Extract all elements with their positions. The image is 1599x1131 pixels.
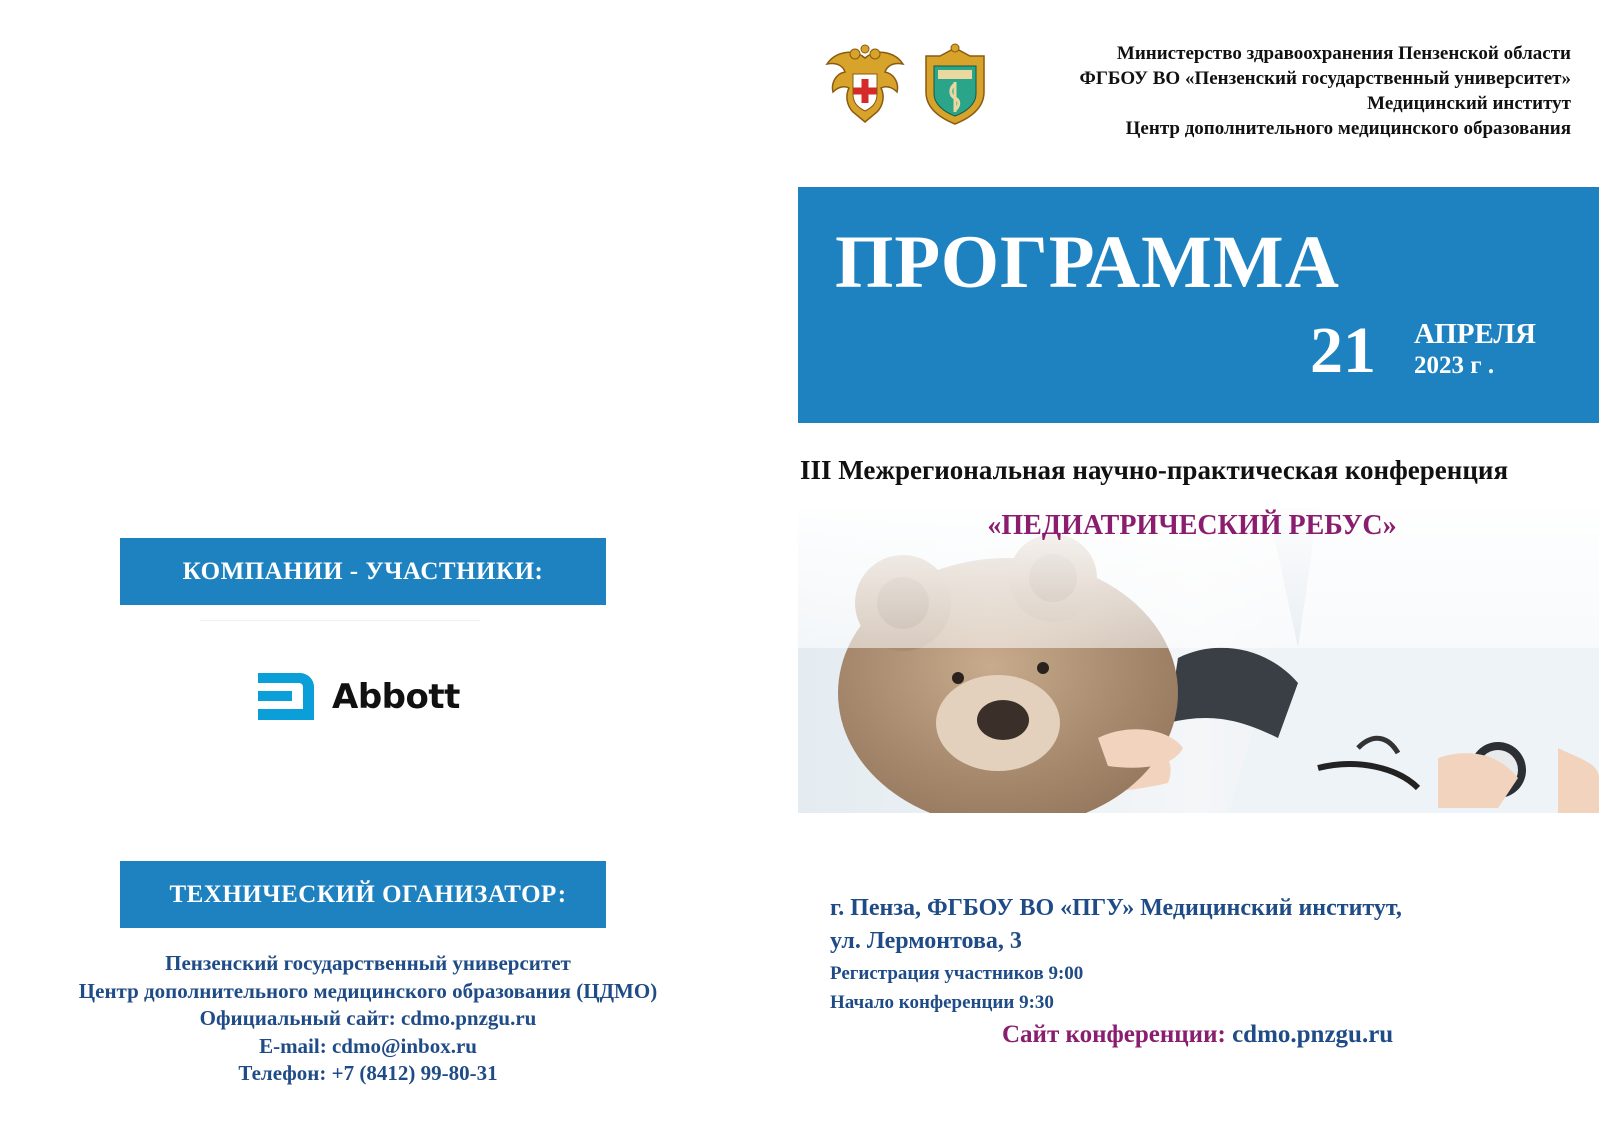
org-line: ФГБОУ ВО «Пензенский государственный университет» (1079, 68, 1571, 89)
org-line: Центр дополнительного медицинского образования (1125, 118, 1571, 139)
program-date-year: 2023 г . (1414, 352, 1495, 379)
conference-site-link[interactable]: cdmo.pnzgu.ru (1232, 1021, 1394, 1048)
tech-organizer-heading (120, 861, 606, 928)
tech-organizer-heading-text: ТЕХНИЧЕСКИЙ ОГАНИЗАТОР: (169, 880, 567, 908)
companies-heading (120, 538, 606, 605)
divider (200, 620, 480, 621)
abbott-mark-icon (252, 669, 318, 724)
tech-info-email: E-mail: cdmo@inbox.ru (259, 1033, 477, 1058)
program-date-day: 21 (1310, 314, 1376, 387)
tech-info-line: Центр дополнительного медицинского образования (ЦДМО) (78, 978, 658, 1003)
university-crest-icon (920, 42, 990, 128)
venue-line: г. Пенза, ФГБОУ ВО «ПГУ» Медицинский институт, (830, 895, 1402, 921)
tech-info-line: Пензенский государственный университет (165, 951, 571, 975)
conference-name: «ПЕДИАТРИЧЕСКИЙ РЕБУС» (987, 510, 1397, 541)
tech-info-website: Официальный сайт: cdmo.pnzgu.ru (199, 1006, 537, 1030)
companies-heading-text: КОМПАНИИ - УЧАСТНИКИ: (182, 557, 544, 585)
org-line: Министерство здравоохранения Пензенской области (1116, 43, 1571, 64)
program-date-month: АПРЕЛЯ (1414, 318, 1537, 350)
abbott-logo (252, 669, 460, 724)
venue-street: ул. Лермонтова, 3 (830, 928, 1022, 954)
registration-time: Регистрация участников 9:00 (830, 963, 1084, 984)
tech-organizer-info (30, 950, 706, 1088)
organizers-block (1080, 41, 1572, 141)
conference-subtitle: III Межрегиональная научно-практическая конференция (800, 455, 1509, 485)
program-title: ПРОГРАММА (835, 221, 1340, 304)
tech-info-phone: Телефон: +7 (8412) 99-80-31 (238, 1061, 498, 1085)
conference-start-time: Начало конференции 9:30 (830, 992, 1054, 1013)
conference-site (1002, 1021, 1393, 1049)
ministry-coat-of-arms-icon (823, 44, 907, 128)
abbott-wordmark: Abbott (332, 676, 460, 717)
teddy-bear-photo (798, 508, 1599, 813)
org-line: Медицинский институт (1367, 93, 1571, 114)
conference-site-label: Сайт конференции: (1002, 1021, 1226, 1048)
venue-address (830, 892, 1402, 958)
